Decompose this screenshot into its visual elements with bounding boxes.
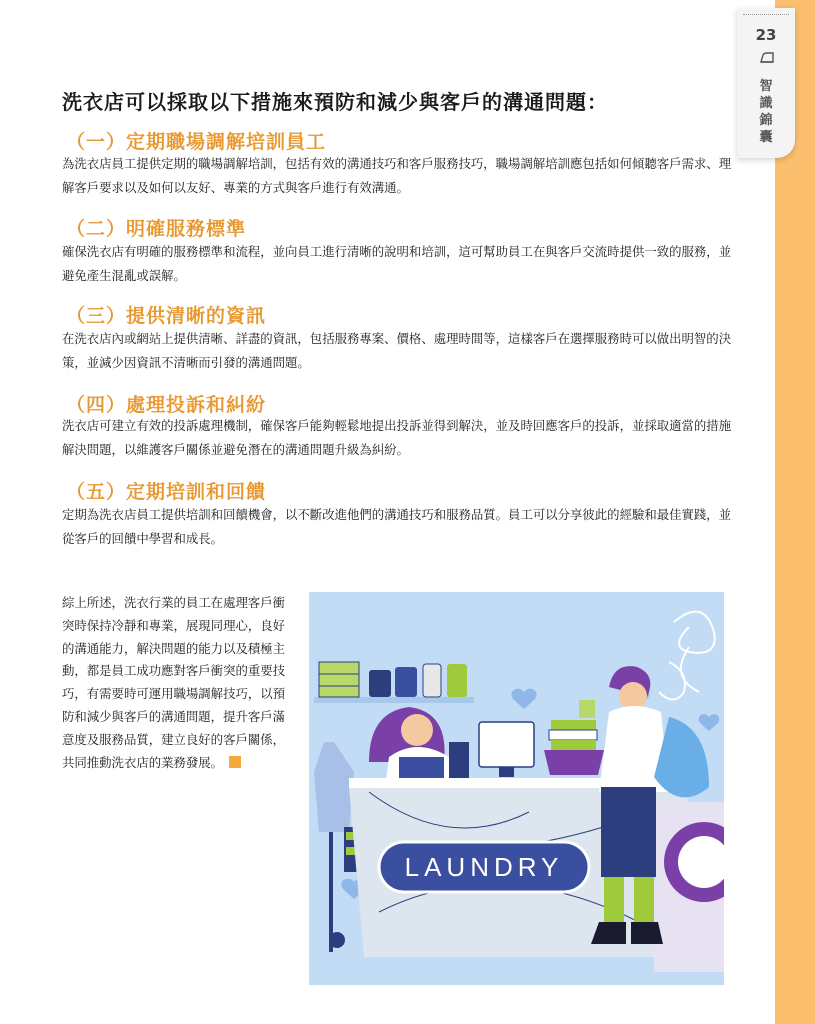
section-body-5: 定期為洗衣店員工提供培訓和回饋機會，以不斷改進他們的溝通技巧和服務品質。員工可以分享彼此的經驗和最佳實踐，並從客戶的回饋中學習和成長。 xyxy=(62,507,732,546)
section-body-4: 洗衣店可建立有效的投訴處理機制，確保客戶能夠輕鬆地提出投訴並得到解決，並及時回應客戶的投訴，並採取適當的措施解決問題，以維護客戶關係並避免潛在的溝通問題升級為糾紛。 xyxy=(62,418,732,457)
chapter-tab xyxy=(737,8,795,158)
section-title-5: （五）定期培訓和回饋 xyxy=(66,481,267,503)
laundry-sign-text: LAUNDRY xyxy=(404,852,564,882)
section-title-1: （一）定期職場調解培訓員工 xyxy=(66,131,327,153)
iron-icon xyxy=(759,52,775,64)
section-title-3: （三）提供清晰的資訊 xyxy=(66,305,267,327)
tab-stitch xyxy=(743,14,789,15)
laundry-illustration xyxy=(309,592,724,985)
main-heading: 洗衣店可以採取以下措施來預防和減少與客戶的溝通問題： xyxy=(62,90,608,114)
section-title-2: （二）明確服務標準 xyxy=(66,218,247,240)
section-body-2: 確保洗衣店有明確的服務標準和流程，並向員工進行清晰的說明和培訓，這可幫助員工在與客戶交流時提供一致的服務，並避免產生混亂或誤解。 xyxy=(62,244,732,283)
page-number: 23 xyxy=(755,26,777,44)
section-body-3: 在洗衣店內或網站上提供清晰、詳盡的資訊，包括服務專案、價格、處理時間等，這樣客戶在選擇服務時可以做出明智的決策，並減少因資訊不清晰而引發的溝通問題。 xyxy=(62,331,732,370)
summary-paragraph xyxy=(62,592,294,774)
tab-label: 智識錦囊 xyxy=(759,79,773,145)
summary-text: 綜上所述，洗衣行業的員工在處理客戶衝突時保持冷靜和專業，展現同理心，良好的溝通能力，解決問題的能力以及積極主動，都是員工成功應對客戶衝突的重要技巧，有需要時可運用職場調解技巧，以預防和減少與客戶的溝通問題，提升客戶滿意度及服務品質，建立良好的客戶關係，共同推動洗衣店的業務發展。 xyxy=(62,595,286,770)
section-body-1: 為洗衣店員工提供定期的職場調解培訓，包括有效的溝通技巧和客戶服務技巧，職場調解培訓應包括如何傾聽客戶需求、理解客戶要求以及如何以友好、專業的方式與客戶進行有效溝通。 xyxy=(62,156,732,195)
end-mark-icon xyxy=(229,756,241,768)
section-title-4: （四）處理投訴和糾紛 xyxy=(66,394,267,416)
